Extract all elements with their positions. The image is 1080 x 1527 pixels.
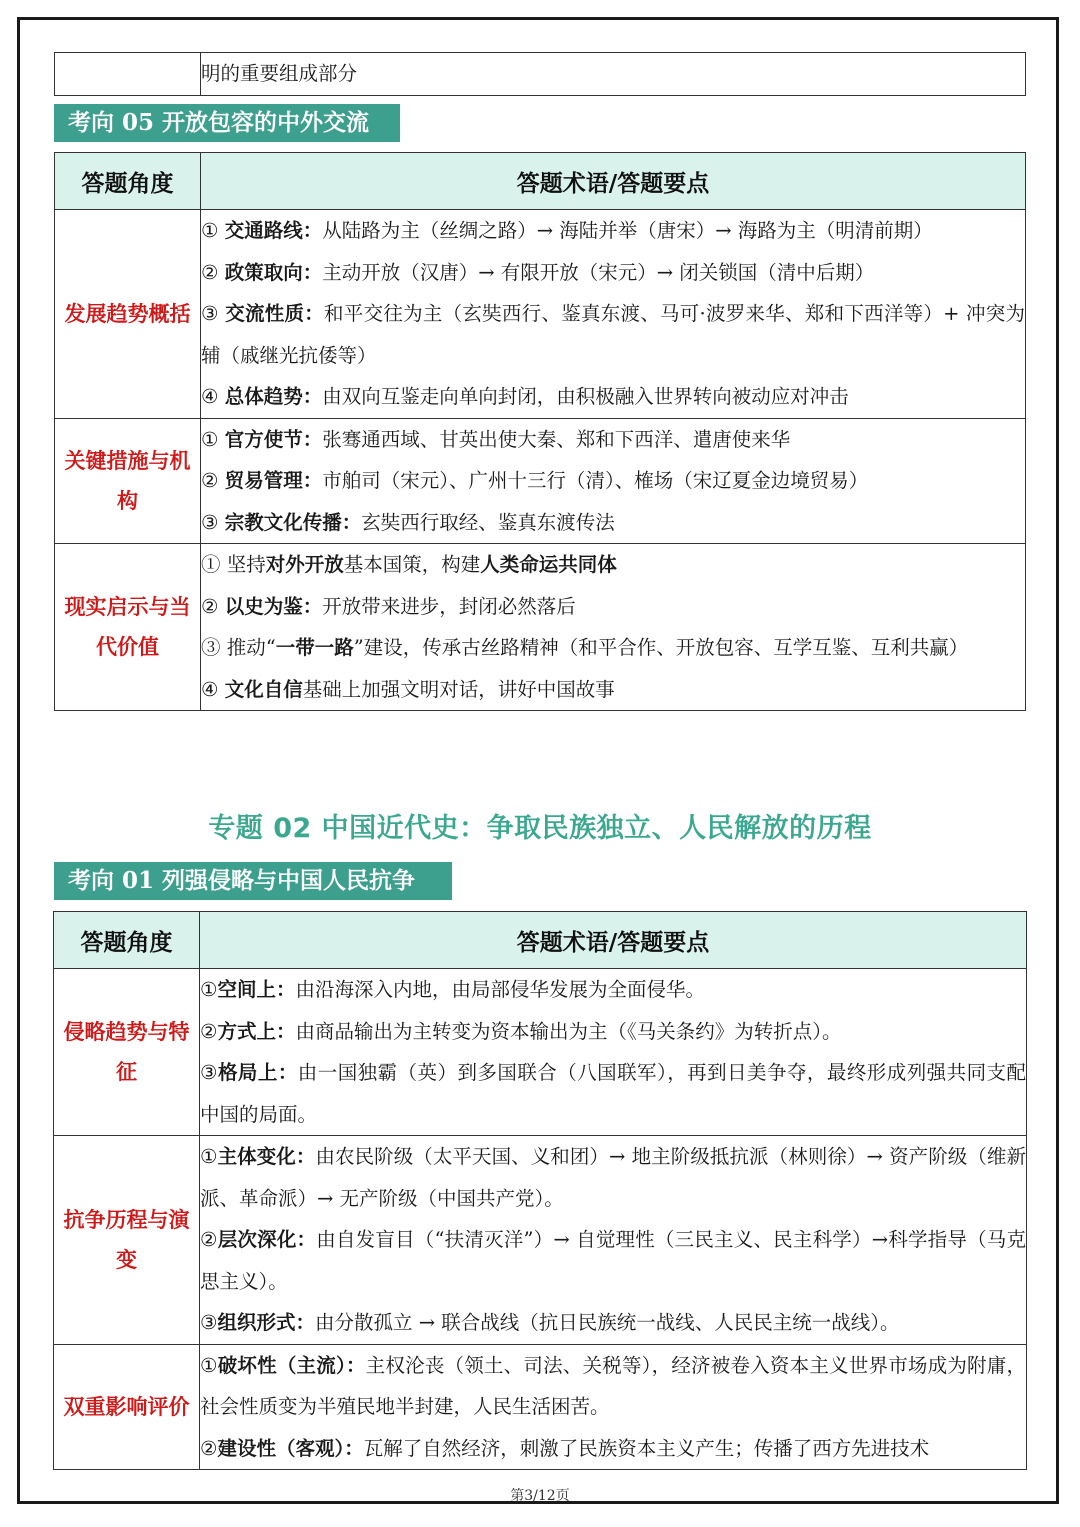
section1-header-angle: 答题角度 — [55, 153, 201, 210]
prev-table-empty-cell — [55, 53, 201, 96]
table-row — [54, 1136, 1027, 1345]
list-item: ③ 推动“一带一路”建设，传承古丝路精神（和平合作、开放包容、互学互鉴、互利共赢） — [201, 636, 969, 659]
list-item: ② 贸易管理：市舶司（宋元）、广州十三行（清）、榷场（宋辽夏金边境贸易） — [201, 469, 869, 492]
section1-kaoxiang-title: 考向 05 开放包容的中外交流 — [54, 104, 400, 142]
prev-table-text: 明的重要组成部分 — [201, 53, 1026, 96]
section1-header-points: 答题术语/答题要点 — [201, 153, 1026, 210]
list-item: ② 政策取向：主动开放（汉唐）→ 有限开放（宋元）→ 闭关锁国（清中后期） — [201, 260, 875, 284]
list-item: ①破坏性（主流）：主权沦丧（领土、司法、关税等），经济被卷入资本主义世界市场成为附庸，社会性质变为半殖民地半封建，人民生活困苦。 — [200, 1353, 1026, 1418]
list-item: ① 交通路线：从陆路为主（丝绸之路）→ 海陆并举（唐宋）→ 海路为主（明清前期） — [201, 219, 933, 242]
list-item: ②建设性（客观）：瓦解了自然经济，刺激了民族资本主义产生；传播了西方先进技术 — [200, 1436, 930, 1460]
list-item: ③格局上：由一国独霸（英）到多国联合（八国联军），再到日美争夺，最终形成列强共同支配中国的局面。 — [200, 1061, 1026, 1126]
table-row — [54, 969, 1027, 1136]
table-row — [55, 544, 1026, 711]
page-number: 第3/12页 — [510, 1488, 570, 1504]
list-item: ③组织形式：由分散孤立 → 联合战线（抗日民族统一战线、人民民主统一战线）。 — [200, 1311, 900, 1334]
row-points — [201, 418, 1026, 544]
row-points — [200, 1344, 1027, 1470]
section2-kaoxiang-title: 考向 01 列强侵略与中国人民抗争 — [54, 862, 452, 900]
section2-header-points: 答题术语/答题要点 — [200, 912, 1027, 969]
table-row — [55, 210, 1026, 419]
row-angle: 侵略趋势与特征 — [54, 969, 200, 1136]
list-item: ①空间上：由沿海深入内地，由局部侵华发展为全面侵华。 — [200, 978, 706, 1001]
list-item: ① 坚持对外开放基本国策，构建人类命运共同体 — [201, 553, 617, 576]
topic-title: 专题 02 中国近代史：争取民族独立、人民解放的历程 — [208, 813, 872, 844]
list-item: ① 官方使节：张骞通西域、甘英出使大秦、郑和下西洋、遣唐使来华 — [201, 427, 791, 451]
table-row — [54, 1344, 1027, 1470]
row-angle: 发展趋势概括 — [55, 210, 201, 419]
list-item: ③ 宗教文化传播：玄奘西行取经、鉴真东渡传法 — [201, 510, 615, 534]
row-angle: 抗争历程与演变 — [54, 1136, 200, 1345]
prev-table — [54, 52, 1026, 96]
row-angle: 关键措施与机构 — [55, 418, 201, 544]
list-item: ② 以史为鉴：开放带来进步，封闭必然落后 — [201, 594, 576, 618]
list-item: ④ 文化自信基础上加强文明对话，讲好中国故事 — [201, 677, 615, 701]
table-row — [55, 418, 1026, 544]
section1-table — [54, 152, 1026, 711]
row-angle: 现实启示与当代价值 — [55, 544, 201, 711]
row-points — [201, 210, 1026, 419]
list-item: ②方式上：由商品输出为主转变为资本输出为主（《马关条约》为转折点）。 — [200, 1019, 842, 1043]
section2-table — [53, 911, 1027, 1470]
list-item: ④ 总体趋势：由双向互鉴走向单向封闭，由积极融入世界转向被动应对冲击 — [201, 385, 849, 408]
list-item: ②层次深化：由自发盲目（“扶清灭洋”）→ 自觉理性（三民主义、民主科学）→科学指导（马克思主义）。 — [200, 1228, 1026, 1293]
section2-header-angle: 答题角度 — [54, 912, 200, 969]
row-points — [201, 544, 1026, 711]
list-item: ①主体变化：由农民阶级（太平天国、义和团）→ 地主阶级抵抗派（林则徐）→ 资产阶级（维新派、革命派）→ 无产阶级（中国共产党）。 — [200, 1145, 1026, 1210]
row-angle: 双重影响评价 — [54, 1344, 200, 1470]
list-item: ③ 交流性质：和平交往为主（玄奘西行、鉴真东渡、马可·波罗来华、郑和下西洋等）+ 冲突为辅（戚继光抗倭等） — [201, 302, 1025, 367]
row-points — [200, 969, 1027, 1136]
row-points — [200, 1136, 1027, 1345]
